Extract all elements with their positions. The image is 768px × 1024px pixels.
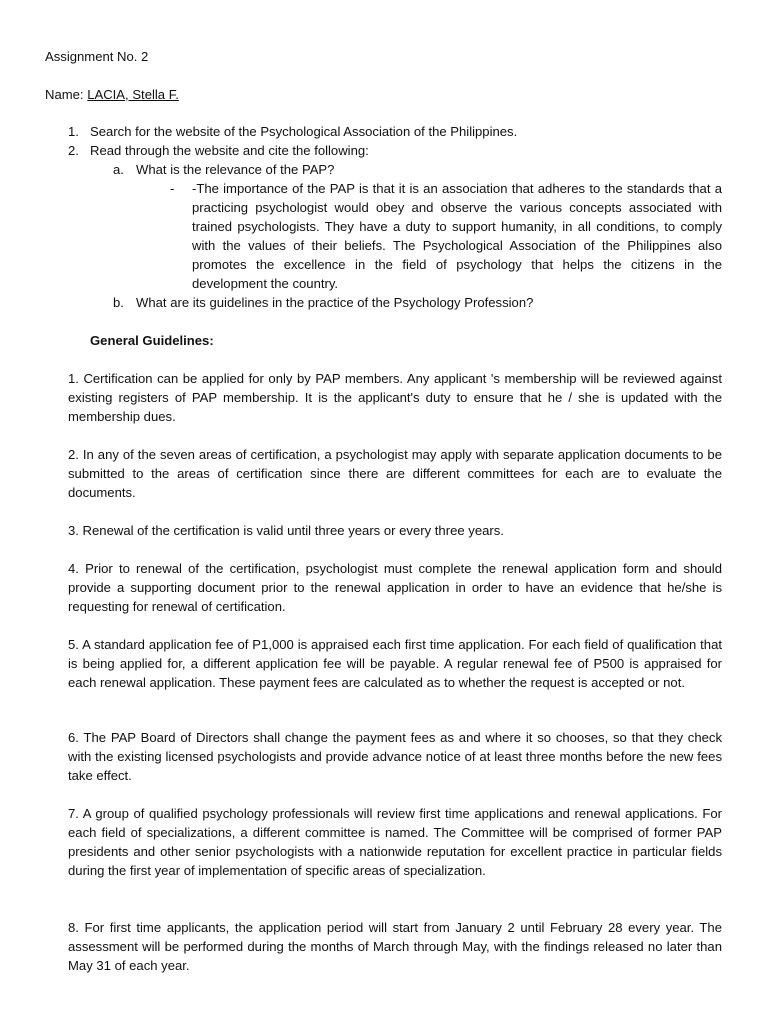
subquestion-b-text: What are its guidelines in the practice of the Psychology Profession? xyxy=(136,295,534,310)
guideline-5: 5. A standard application fee of P1,000 is appraised each first time application. For each field of qualification that is being applied for, a different application fee will be payable. A regular renewal fee of P500 is appraised for each renewal application. These payment fees are calculated as to whether the request is accepted or not. xyxy=(68,637,722,690)
guideline-4: 4. Prior to renewal of the certification, psychologist must complete the renewal application form and should provide a supporting document prior to the renewal application in order to have an evidence that he/she is requesting for renewal of certification. xyxy=(68,561,722,614)
guideline-7: 7. A group of qualified psychology professionals will review first time applications and renewal applications. For each field of specializations, a different committee is named. The Committee will be comprised of former PAP presidents and other senior psychologists with a nationwide reputation for excellent practice in particular fields during the first year of implementation of specific areas of specialization. xyxy=(68,806,722,878)
answer-a-marker: - xyxy=(170,181,175,196)
guideline-6: 6. The PAP Board of Directors shall change the payment fees as and where it so chooses, so that they check with the existing licensed psychologists and provide advance notice of at least three months before the new fees take effect. xyxy=(68,730,722,783)
guidelines-heading: General Guidelines: xyxy=(90,333,214,348)
guideline-1: 1. Certification can be applied for only by PAP members. Any applicant 's membership will be reviewed against existing registers of PAP membership. It is the applicant's duty to ensure that he / she is updated with the membership dues. xyxy=(68,371,722,424)
guideline-3: 3. Renewal of the certification is valid until three years or every three years. xyxy=(68,523,504,538)
answer-a-text: -The importance of the PAP is that it is an association that adheres to the standards that a practicing psychologist would obey and observe the various concepts associated with trained psychologists. They have a duty to support humanity, in all conditions, to comply with the values of their beliefs. The Psychological Association of the Philippines also promotes the excellence in the field of psychology that helps the citizens in the development the country. xyxy=(192,181,722,291)
question-2-marker: 2. xyxy=(68,143,79,158)
subquestion-b-marker: b. xyxy=(113,295,124,310)
question-2-text: Read through the website and cite the following: xyxy=(90,143,369,158)
subquestion-a-marker: a. xyxy=(113,162,124,177)
guideline-2: 2. In any of the seven areas of certification, a psychologist may apply with separate application documents to be submitted to the areas of certification since there are different committees for each are to evaluate the documents. xyxy=(68,447,722,500)
guideline-8: 8. For first time applicants, the application period will start from January 2 until February 28 every year. The assessment will be performed during the months of March through May, with the findings released no later than May 31 of each year. xyxy=(68,920,722,973)
subquestion-a-text: What is the relevance of the PAP? xyxy=(136,162,335,177)
student-name-line xyxy=(45,85,179,104)
name-label: Name: xyxy=(45,87,88,102)
question-1-text: Search for the website of the Psychological Association of the Philippines. xyxy=(90,124,518,139)
assignment-title: Assignment No. 2 xyxy=(45,49,149,64)
question-1-marker: 1. xyxy=(68,124,79,139)
name-value: LACIA, Stella F. xyxy=(87,87,179,102)
